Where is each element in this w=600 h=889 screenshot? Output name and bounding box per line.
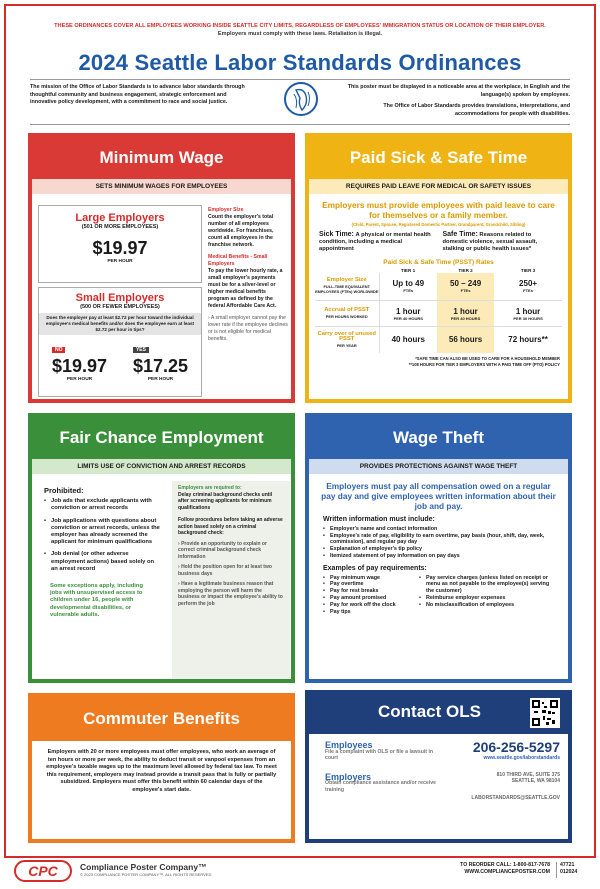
poster-info-display: This poster must be displayed in a noticeable area at the workplace, in English and the language(s) spoken by employees. [347, 84, 570, 98]
prohibited-heading: Prohibited: [44, 486, 84, 495]
contact-ols-panel [305, 690, 572, 843]
list-item: • Explanation of employer's tip policy [323, 546, 554, 553]
fair-chance-subtitle: LIMITS USE OF CONVICTION AND ARREST RECORDS [32, 459, 291, 474]
small-employers-sub: (500 OR FEWER EMPLOYEES) [80, 304, 160, 310]
list-item: • Reimburse employer expenses [419, 595, 554, 602]
list-item: • Pay service charges (unless listed on receipt or menu as not payable to the employee(s) serving the customer) [419, 575, 554, 595]
list-item [178, 581, 284, 607]
qr-code-icon [530, 698, 560, 728]
wage-theft-title: Wage Theft [309, 417, 568, 459]
cell-unit: PER 40 HOURS [450, 315, 481, 321]
list-item: • Employee's rate of pay, eligibility to earn overtime, pay basis (hour, shift, day, week, commission), and regular pay day [323, 533, 554, 547]
written-info [309, 511, 568, 615]
examples-heading: Examples of pay requirements: [323, 564, 427, 572]
small-employers-box [38, 287, 202, 397]
rates-title: Paid Sick & Safe Time (PSST) Rates [383, 258, 494, 266]
cpc-logo: CPC [14, 860, 72, 882]
list-item: • Employer's name and contact information [323, 526, 554, 533]
minimum-wage-panel [28, 133, 295, 403]
contact-left [325, 742, 445, 794]
employees-heading: Employees [325, 740, 373, 750]
commuter-benefits-text: Employers with 20 or more employees must offer employees, who work an average of ten hours or more per week, the ability to deduct transit or vanpool expenses from an employee's taxable wages up to the maximum level allowed by federal tax law. To meet this requirement, employers may instead provide a transit pass that is fully or partially subsidized. Employers must offer this benefit within 60 calendar days of the employee's start date. [46, 749, 277, 793]
cell-value: 1 hour [453, 306, 478, 316]
phone-number[interactable]: 206-256-5297 [472, 739, 560, 755]
table-cell [379, 273, 437, 301]
yes-label: YES [133, 347, 149, 353]
paid-sick-panel [305, 133, 572, 403]
required-heading: Employers are required to: [178, 485, 242, 491]
poster-info-translation: The Office of Labor Standards provides translations, interpretations, and accommodations for people with disabilities. [383, 103, 570, 117]
address-line-1: 810 THIRD AVE, SUITE 375 [496, 771, 560, 778]
psst-row-accrual [315, 301, 562, 327]
per-hour-label: PER HOUR [147, 377, 174, 382]
small-employer-note-text: A small employer cannot pay the lower rate if the employee declines or is not eligible for medical benefits. [208, 315, 288, 342]
list-item: • Pay minimum wage [323, 575, 413, 582]
reorder-phone[interactable]: TO REORDER CALL: 1-800-817-7678 [460, 862, 550, 868]
cell-unit: FTEs [460, 288, 471, 294]
paid-sick-subtitle: REQUIRES PAID LEAVE FOR MEDICAL OR SAFETY ISSUES [309, 179, 568, 194]
footer-codes [560, 862, 577, 876]
medical-benefits-heading: Medical Benefits - Small Employers [208, 254, 268, 267]
table-cell [379, 301, 437, 327]
per-hour-label: PER HOUR [107, 259, 133, 264]
table-cell [494, 301, 562, 327]
table-cell [437, 327, 494, 353]
footnote-2: **108 HOURS FOR TIER 3 EMPLOYERS WITH A PAID TIME OFF (PTO) POLICY [408, 361, 560, 367]
minimum-wage-subtitle: SETS MINIMUM WAGES FOR EMPLOYEES [32, 179, 291, 194]
row-label-title: Employer Size [326, 277, 367, 284]
list-item: • Pay for rest breaks [323, 588, 413, 595]
row-label-title: Carry over of unused PSST [317, 330, 376, 343]
table-cell [494, 273, 562, 301]
tier-3-header: TIER 3 [520, 267, 536, 273]
cell-value: 40 hours [391, 335, 425, 345]
employers-heading: Employers [325, 771, 372, 782]
cell-unit: FTEs [403, 288, 414, 294]
large-employers-rate: $19.97 [92, 238, 148, 258]
large-employers-box [38, 205, 202, 283]
minimum-wage-title: Minimum Wage [32, 137, 291, 179]
safe-time-def [443, 231, 559, 254]
arrow-icon: › [208, 315, 211, 321]
footer-reorder [390, 862, 550, 876]
sick-time-text: A physical or mental health condition, including a medical appointment [319, 232, 431, 253]
large-employers-sub: (501 OR MORE EMPLOYEES) [81, 224, 159, 230]
minimum-wage-sidebar [208, 207, 288, 343]
arrow-icon: › [178, 581, 182, 587]
family-note: (Child, Parent, Spouse, Registered Domestic Partner, Grandparent, Grandchild, Sibling) [351, 222, 526, 227]
company-name: Compliance Poster Company™ [80, 862, 207, 872]
arrow-icon: › [178, 540, 182, 547]
row-label [315, 301, 379, 327]
list-item: • Job applications with questions about conviction or arrest records, unless the employer has already screened the applicant for minimum qualifications [44, 518, 162, 547]
footnote-1: *SAFE TIME CAN ALSO BE USED TO CARE FOR A HOUSEHOLD MEMBER [415, 355, 560, 361]
examples-right-list [419, 575, 554, 616]
list-item: • No misclassification of employees [419, 602, 554, 609]
list-item: • Pay amount promised [323, 595, 413, 602]
wage-theft-subtitle: PROVIDES PROTECTIONS AGAINST WAGE THEFT [309, 459, 568, 474]
sick-time-label: Sick Time: [319, 231, 354, 238]
contact-right [440, 739, 560, 801]
tier-1-header: TIER 1 [400, 267, 416, 273]
small-employers-question: Does the employer pay at least $2.72 per hour toward the individual employee's medical benefits and/or does the employee earn at least $2.72 per hour in tips? [39, 313, 201, 335]
table-cell [437, 273, 494, 301]
step-text: Hold the position open for at least two business days [178, 564, 272, 577]
cell-value: 1 hour [515, 306, 541, 316]
row-label-sub: FULL-TIME EQUIVALENT EMPLOYEES (FTEs) WORLDWIDE [315, 283, 379, 295]
written-list [323, 526, 554, 560]
footer-company [80, 862, 212, 877]
psst-row-employer-size [315, 273, 562, 301]
cell-value: 72 hours** [508, 335, 548, 345]
paid-sick-headline: Employers must provide employees with paid leave to care for themselves or a family member. [322, 200, 555, 220]
email-link[interactable]: LABORSTANDARDS@SEATTLE.GOV [471, 794, 560, 801]
employees-text: File a complaint with OLS or file a lawsuit in court [325, 748, 434, 762]
large-employers-title: Large Employers [75, 212, 165, 224]
required-text-1: Delay criminal background checks until after screening applicants for minimum qualifications [178, 491, 273, 511]
row-label [315, 327, 379, 353]
list-item: • Job ads that exclude applicants with conviction or arrest records [44, 498, 162, 512]
prohibited-list [44, 498, 162, 573]
yes-rate: $17.25 [132, 356, 189, 376]
cell-value: 1 hour [396, 306, 421, 316]
paid-sick-footnotes [309, 356, 568, 368]
row-label-sub: PER YEAR [336, 342, 357, 348]
revision-code: 012024 [560, 869, 578, 875]
list-item: • Pay tips [323, 609, 413, 616]
reorder-site[interactable]: WWW.COMPLIANCEPOSTER.COM [464, 869, 550, 875]
list-item: • Pay for work off the clock [323, 602, 413, 609]
cell-unit: FTEs [523, 288, 533, 294]
notice-line-2: Employers must comply with these laws. Retaliation is illegal. [217, 31, 383, 37]
small-employers-title: Small Employers [75, 292, 165, 304]
fair-chance-panel [28, 413, 295, 683]
divider [30, 124, 570, 125]
per-hour-label: PER HOUR [66, 377, 93, 382]
no-option [52, 338, 107, 382]
address-line-2: SEATTLE, WA 98104 [511, 778, 560, 785]
commuter-benefits-title: Commuter Benefits [32, 697, 291, 741]
medical-benefits-text: To pay the lower hourly rate, a small employer's payments must be for a silver-level or higher medical benefits program as defined by the federal Affordable Care Act. [208, 268, 283, 309]
sick-time-def [319, 231, 435, 254]
exceptions-text: Some exceptions apply, including jobs with unsupervised access to children under 16, people with developmental disabilities, or vulnerable adults. [50, 583, 143, 618]
psst-row-carryover [315, 327, 562, 353]
fair-chance-title: Fair Chance Employment [32, 417, 291, 459]
divider [30, 79, 570, 80]
safe-time-text: Reasons related to domestic violence, sexual assault, stalking or public health issues* [442, 232, 538, 253]
list-item [178, 564, 284, 577]
employer-size-heading: Employer Size [208, 207, 244, 213]
footer-divider [556, 862, 557, 878]
poster-info [345, 84, 570, 118]
commuter-benefits-panel [28, 693, 295, 843]
safe-time-label: Safe Time: [442, 231, 478, 238]
list-item: • Pay overtime [323, 581, 413, 588]
required-column [172, 481, 290, 679]
small-employer-note [208, 315, 288, 343]
seattle-seal-icon [284, 82, 318, 116]
employers-text: Obtain compliance assistance and/or receive training [325, 780, 437, 793]
examples-columns [323, 575, 554, 616]
cell-unit: PER 30 HOURS [513, 315, 543, 321]
contact-body [305, 734, 572, 843]
sick-safe-defs [309, 227, 568, 254]
qr-pattern-icon [532, 700, 558, 726]
step-text: Provide an opportunity to explain or correct criminal background check information [178, 540, 267, 560]
yes-option [133, 338, 188, 382]
required-text-2: Follow procedures before taking an adverse action based solely on a criminal background check: [178, 517, 283, 536]
mission-statement: The mission of the Office of Labor Standards is to advance labor standards through thoughtful community and business engagement, strategic enforcement and innovative policy development, with a commitment to race and social justice. [30, 84, 245, 105]
steps-list [178, 541, 284, 608]
table-cell [379, 327, 437, 353]
cell-value: Up to 49 [392, 279, 425, 289]
tier-2-header: TIER 2 [458, 267, 473, 273]
table-cell [437, 301, 494, 327]
list-item: • Job denial (or other adverse employment actions) based solely on an arrest record [44, 551, 162, 573]
list-item: • Itemized statement of pay information on pay days [323, 553, 554, 560]
cell-value: 56 hours [448, 335, 483, 345]
wage-theft-panel [305, 413, 572, 683]
examples-left-list [323, 575, 413, 616]
table-cell [494, 327, 562, 353]
written-heading: Written information must include: [323, 516, 435, 523]
no-rate: $19.97 [51, 356, 108, 376]
row-label [315, 273, 379, 301]
seal-face-icon [286, 84, 316, 114]
cell-value: 50 – 249 [450, 279, 482, 289]
no-label: NO [52, 347, 66, 353]
contact-ols-title: Contact OLS [305, 690, 572, 734]
psst-rates-table [315, 268, 562, 353]
poster-code: 47721 [560, 862, 575, 868]
prohibited-column [44, 487, 162, 619]
row-label-sub: PER HOURS WORKED [325, 313, 368, 319]
website-link[interactable]: www.seattle.gov/laborstandards [483, 755, 560, 761]
list-item [178, 541, 284, 561]
step-text: Have a legitimate business reason that employing the person will harm the business or impact the employee's ability to perform the job [178, 581, 283, 607]
row-label-title: Accrual of PSST [324, 307, 370, 314]
arrow-icon: › [178, 564, 182, 570]
employer-size-text: Count the employer's total number of all employees worldwide. For franchises, count all employees in the franchise network. [208, 214, 274, 248]
cell-unit: PER 40 HOURS [393, 315, 423, 321]
cell-value: 250+ [519, 279, 538, 289]
paid-sick-title: Paid Sick & Safe Time [309, 137, 568, 179]
coverage-notice [0, 22, 600, 38]
wage-theft-headline: Employers must pay all compensation owed on a regular pay day and give employees written information about their job and pay. [321, 481, 556, 511]
notice-line-1: THESE ORDINANCES COVER ALL EMPLOYEES WORKING INSIDE SEATTLE CITY LIMITS, REGARDLESS OF EMPLOYEES' IMMIGRATION STATUS OR LOCATION OF THEIR EMPLOYER. [54, 23, 546, 29]
page-title: 2024 Seattle Labor Standards Ordinances [78, 50, 522, 75]
copyright: © 2023 COMPLIANCE POSTER COMPANY™. ALL RIGHTS RESERVED. [80, 872, 213, 877]
